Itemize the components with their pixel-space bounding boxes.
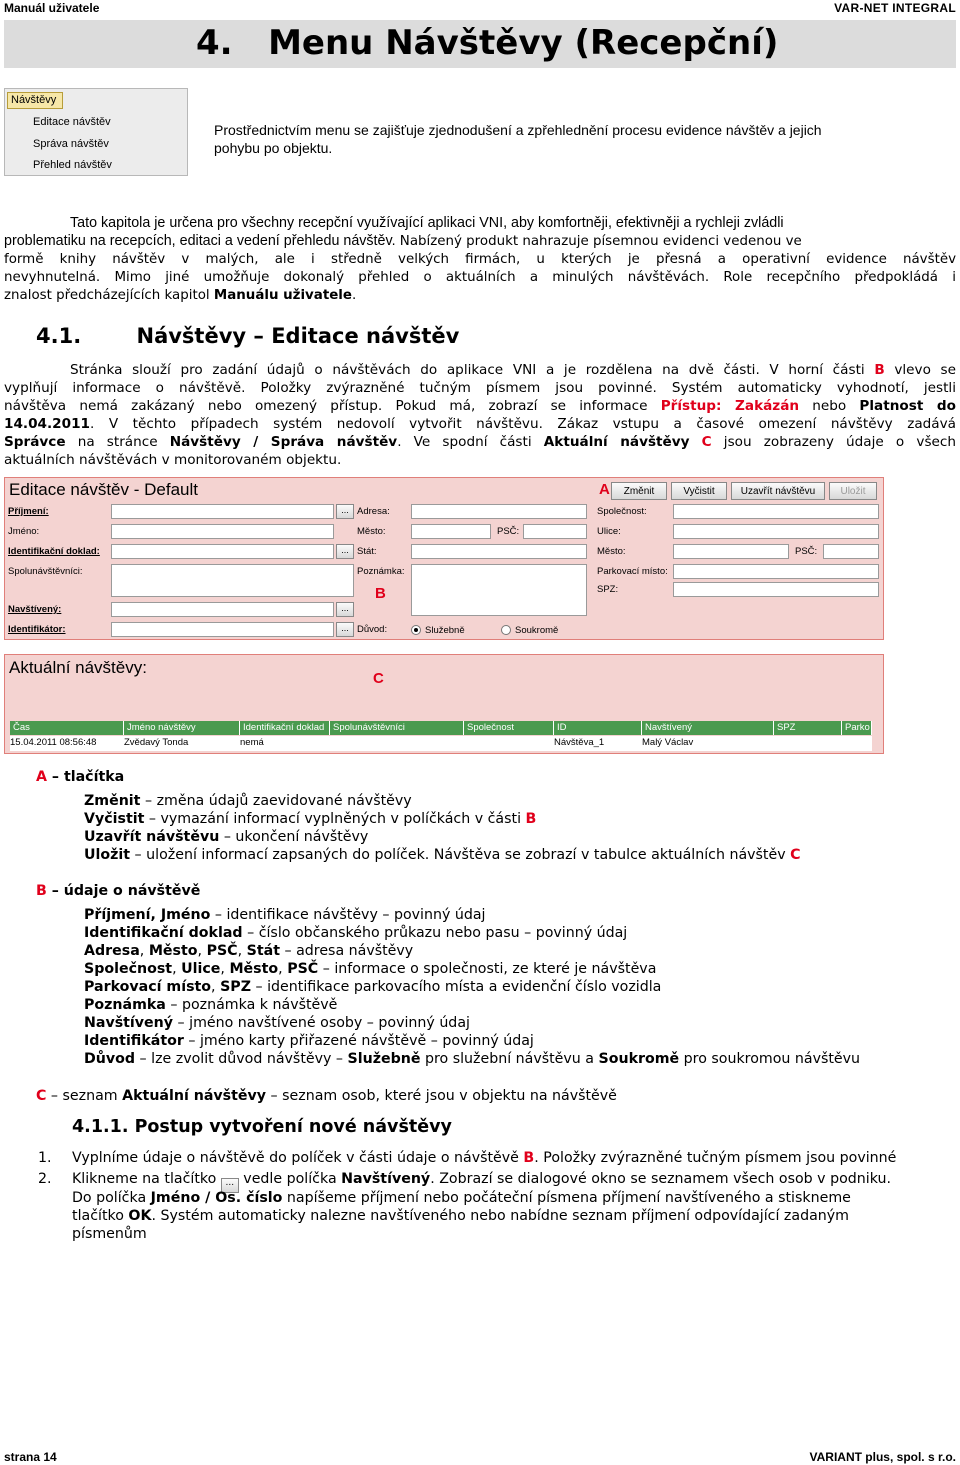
- desc: – seznam osob, které jsou v objektu na návštěvě: [266, 1088, 617, 1104]
- menu-item-editace[interactable]: Editace návštěv: [33, 116, 111, 128]
- legend-item: [84, 942, 413, 960]
- visited-label: Navštívený:: [8, 604, 62, 615]
- cell: nemá: [240, 737, 264, 748]
- companions-input[interactable]: [111, 564, 354, 597]
- company-input[interactable]: [673, 504, 879, 519]
- note-input[interactable]: [411, 564, 587, 616]
- col-header[interactable]: ID: [554, 721, 642, 735]
- visited-input[interactable]: [111, 602, 334, 617]
- sep: ,: [237, 943, 247, 959]
- sep: ,: [197, 943, 207, 959]
- term: Stát: [246, 943, 280, 959]
- sep: ,: [172, 961, 182, 977]
- para-line: jsou zobrazeny údaje o všech: [711, 434, 956, 450]
- manual-ref: Manuálu uživatele: [213, 288, 352, 303]
- intro-line: pohybu po objektu.: [214, 140, 333, 156]
- legend-item: [84, 1032, 534, 1050]
- surname-label: Příjmení:: [8, 506, 49, 517]
- term: Změnit: [84, 793, 141, 809]
- col-header[interactable]: Spolunávštěvníci: [330, 721, 464, 735]
- paragraph-intro: [4, 214, 956, 305]
- col-header[interactable]: SPZ: [774, 721, 842, 735]
- desc: – seznam: [46, 1088, 123, 1104]
- legend-item: [84, 924, 627, 942]
- term: Služebně: [347, 1051, 421, 1067]
- legend-b-heading: [36, 882, 200, 900]
- surname-input[interactable]: [111, 504, 334, 519]
- para-line: formě knihy návštěv v malých, ale i středně velkých firmách, u kterých je přesná a operativní evidence návštěv: [4, 252, 956, 267]
- header-right: VAR-NET INTEGRAL: [834, 1, 956, 15]
- legend-heading-text: – tlačítka: [46, 769, 125, 785]
- legend-heading-text: – údaje o návštěvě: [46, 883, 201, 899]
- access-denied: Přístup: Zakázán: [660, 398, 800, 414]
- menu-item-prehled[interactable]: Přehled návštěv: [33, 159, 112, 171]
- col-header[interactable]: Navštívený: [642, 721, 774, 735]
- step-2-number: 2.: [38, 1171, 52, 1187]
- term: Soukromě: [598, 1051, 680, 1067]
- step-text: . Zobrazí se dialogové okno se seznamem všech osob v podniku.: [430, 1171, 891, 1187]
- col-header[interactable]: Čas: [10, 721, 124, 735]
- term: PSČ: [287, 961, 319, 977]
- current-visits-title: Aktuální návštěvy:: [9, 658, 147, 677]
- term: Město: [229, 961, 279, 977]
- desc: – adresa návštěvy: [279, 943, 414, 959]
- section-title: Návštěvy – Editace návštěv: [136, 324, 460, 348]
- para-line: Nabízený produkt nahrazuje písemnou evidenci vedenou ve: [395, 234, 802, 249]
- desc: – změna údajů zaevidované návštěvy: [140, 793, 412, 809]
- companions-label: Spolunávštěvníci:: [8, 566, 83, 577]
- close-visit-button[interactable]: Uzavřít návštěvu: [731, 482, 825, 500]
- page-ref: Návštěvy / Správa návštěv: [169, 434, 398, 450]
- desc: – informace o společnosti, ze které je návštěva: [318, 961, 657, 977]
- desc: – lze zvolit důvod návštěvy –: [135, 1051, 348, 1067]
- para-line: Tato kapitola je určena pro všechny recepční využívající aplikaci VNI, aby komfortněji, efektivněji a rychleji zvládli: [70, 215, 784, 231]
- form-title: Editace návštěv - Default: [9, 480, 198, 499]
- address-label: Adresa:: [357, 506, 390, 517]
- company-zip-input[interactable]: [823, 544, 879, 559]
- table-row[interactable]: [10, 736, 872, 751]
- surname-lookup-button[interactable]: ...: [336, 504, 354, 519]
- radio-private-label: Soukromě: [515, 625, 559, 636]
- current-visits-panel: [4, 654, 884, 754]
- city-label: Město:: [357, 526, 386, 537]
- legend-item: [84, 1014, 470, 1032]
- cell: Zvědavý Tonda: [124, 737, 189, 748]
- marker-a: A: [599, 481, 610, 498]
- term: Aktuální návštěvy: [122, 1088, 267, 1104]
- zip-label: PSČ:: [497, 526, 520, 537]
- chapter-title-bar: [4, 20, 956, 68]
- name-label: Jméno:: [8, 526, 40, 537]
- edit-visits-form: [4, 477, 884, 640]
- footer-page: strana 14: [4, 1450, 57, 1464]
- step-text: Klikneme na tlačítko: [72, 1171, 221, 1187]
- step-1-number: 1.: [38, 1150, 52, 1166]
- company-label: Společnost:: [597, 506, 647, 517]
- term: Identifikační doklad: [84, 925, 243, 941]
- identifier-lookup-button[interactable]: ...: [336, 622, 354, 637]
- desc: – číslo občanského průkazu nebo pasu – povinný údaj: [242, 925, 628, 941]
- legend-item: [84, 810, 536, 828]
- step-text: vedle políčka: [238, 1171, 342, 1187]
- city-input[interactable]: [411, 524, 491, 539]
- street-input[interactable]: [673, 524, 879, 539]
- company-city-input[interactable]: [673, 544, 789, 559]
- term: Město: [148, 943, 198, 959]
- step-text: . Systém automaticky nalezne navštíveného nebo nabídne seznam příjmení odpovídající zadaným: [151, 1208, 849, 1224]
- page-header: [4, 0, 956, 16]
- step-2-line3: [72, 1207, 849, 1225]
- term: Uzavřít návštěvu: [84, 829, 220, 845]
- street-label: Ulice:: [597, 526, 621, 537]
- legend-item: [84, 996, 337, 1014]
- term: Adresa: [84, 943, 140, 959]
- letter-a: A: [36, 769, 47, 785]
- cell: Malý Václav: [642, 737, 694, 748]
- address-input[interactable]: [411, 504, 587, 519]
- marker-b: B: [375, 585, 386, 602]
- name-input[interactable]: [111, 524, 334, 539]
- sep: ,: [211, 979, 221, 995]
- section-4-1-1-heading: 4.1.1. Postup vytvoření nové návštěvy: [72, 1117, 452, 1137]
- company-city-label: Město:: [597, 546, 626, 557]
- desc: – jméno karty přiřazené návštěvě – povinný údaj: [183, 1033, 534, 1049]
- step-text: . Položky zvýrazněné tučným písmem jsou povinné: [534, 1150, 897, 1166]
- marker-c: C: [373, 670, 384, 687]
- col-header[interactable]: Společnost: [464, 721, 554, 735]
- desc: – identifikace návštěvy – povinný údaj: [210, 907, 486, 923]
- radio-private[interactable]: [501, 625, 511, 635]
- legend-item: [84, 792, 412, 810]
- col-header[interactable]: Jméno návštěvy: [124, 721, 240, 735]
- step-2-line2: [72, 1189, 851, 1207]
- desc: – jméno navštívené osoby – povinný údaj: [173, 1015, 470, 1031]
- date: 14.04.2011: [4, 416, 90, 432]
- state-label: Stát:: [357, 546, 377, 557]
- change-button[interactable]: Změnit: [611, 482, 667, 500]
- chapter-title: 4. Menu Návštěvy (Recepční): [196, 23, 779, 63]
- term: Poznámka: [84, 997, 166, 1013]
- desc: – vymazání informací vyplněných v políčkách v části: [144, 811, 526, 827]
- desc: – identifikace parkovacího místa a evidenční číslo vozidla: [250, 979, 662, 995]
- para-line: . V těchto případech systém nedovolí vytvořit návštěvu. Zákaz vstupu a časové omezení návštěvy zadává: [90, 416, 956, 432]
- ref: B: [525, 811, 537, 827]
- step-text: Do políčka: [72, 1190, 151, 1206]
- letter-b: B: [36, 883, 47, 899]
- ref-b: B: [874, 362, 885, 378]
- zip-input[interactable]: [523, 524, 587, 539]
- col-header[interactable]: Identifikační doklad: [240, 721, 330, 735]
- term: OK: [128, 1208, 152, 1224]
- admin: Správce: [4, 434, 66, 450]
- letter-c: C: [36, 1088, 47, 1104]
- lookup-button-icon: ...: [221, 1178, 239, 1193]
- term: Parkovací místo: [84, 979, 212, 995]
- para-line: vyplňují informace o návštěvě. Položky zvýrazněné tučným písmem jsou povinné. Systém automaticky vyhodnotí, jestli: [4, 380, 956, 396]
- section-number: 4.1.: [36, 324, 82, 348]
- para-line: .: [351, 288, 357, 303]
- term: Ulice: [181, 961, 221, 977]
- term: Identifikátor: [84, 1033, 184, 1049]
- ref-b: B: [523, 1150, 535, 1166]
- desc: – ukončení návštěvy: [219, 829, 369, 845]
- term: PSČ: [206, 943, 238, 959]
- legend-c: [36, 1087, 617, 1105]
- legend-item: [84, 978, 661, 996]
- para-line: na stránce: [65, 434, 170, 450]
- id-doc-lookup-button[interactable]: ...: [336, 544, 354, 559]
- desc: pro služební návštěvu a: [420, 1051, 599, 1067]
- legend-item: [84, 828, 368, 846]
- legend-item: [84, 906, 486, 924]
- intro-line: Prostřednictvím menu se zajišťuje zjednodušení a zpřehlednění procesu evidence návštěv a jejich: [214, 122, 822, 138]
- section-4-1-heading: [36, 324, 459, 348]
- para-line: Stránka slouží pro zadání údajů o návštěvách do aplikace VNI a je rozdělena na dvě části. V horní části: [70, 362, 875, 378]
- spz-label: SPZ:: [597, 584, 619, 595]
- legend-item: [84, 1050, 860, 1068]
- identifier-input[interactable]: [111, 622, 334, 637]
- para-line: aktuálních návštěvách v monitorovaném objektu.: [4, 452, 342, 468]
- term: Navštívený: [341, 1171, 431, 1187]
- clear-button[interactable]: Vyčistit: [671, 482, 727, 500]
- term: Uložit: [84, 847, 131, 863]
- reason-label: Důvod:: [357, 624, 388, 635]
- spz-input[interactable]: [673, 582, 879, 597]
- valid-until: Platnost do: [859, 398, 957, 414]
- state-input[interactable]: [411, 544, 587, 559]
- header-left: Manuál uživatele: [4, 1, 100, 15]
- menu-screenshot: [4, 88, 188, 176]
- step-text: Vyplníme údaje o návštěvě do políček v části údaje o návštěvě: [72, 1150, 524, 1166]
- term: Příjmení, Jméno: [84, 907, 211, 923]
- term: Důvod: [84, 1051, 136, 1067]
- para-line: znalost předcházejících kapitol: [4, 288, 214, 303]
- parking-label: Parkovací místo:: [597, 566, 668, 577]
- term: SPZ: [220, 979, 251, 995]
- save-button[interactable]: Uložit: [829, 482, 877, 500]
- para-line: nebo: [799, 398, 860, 414]
- note-label: Poznámka:: [357, 566, 405, 577]
- step-2-line4: písmenům: [72, 1226, 147, 1242]
- footer-company: VARIANT plus, spol. s r.o.: [809, 1450, 956, 1464]
- desc: – uložení informací zapsaných do políček. Návštěva se zobrazí v tabulce aktuálních návštěv: [130, 847, 791, 863]
- term: Vyčistit: [84, 811, 145, 827]
- legend-a-heading: [36, 768, 124, 786]
- para-line: návštěva nemá zakázaný nebo omezený přístup. Pokud má, zobrazí se informace: [4, 398, 661, 414]
- term: Navštívený: [84, 1015, 174, 1031]
- term: Společnost: [84, 961, 173, 977]
- visited-lookup-button[interactable]: ...: [336, 602, 354, 617]
- ref-c: C: [701, 434, 712, 450]
- legend-item: [84, 846, 801, 864]
- step-text: napíšeme příjmení nebo počáteční písmena příjmení navštíveného a stiskneme: [282, 1190, 851, 1206]
- current-visits-table-header: [10, 721, 872, 735]
- radio-business[interactable]: [411, 625, 421, 635]
- ref: C: [790, 847, 801, 863]
- desc: – poznámka k návštěvě: [165, 997, 338, 1013]
- menu-header[interactable]: Návštěvy: [7, 92, 63, 109]
- para-line: vlevo se: [884, 362, 956, 378]
- sep: ,: [220, 961, 230, 977]
- radio-business-label: Služebně: [425, 625, 465, 636]
- term: Jméno / Os. číslo: [150, 1190, 283, 1206]
- step-text: tlačítko: [72, 1208, 129, 1224]
- menu-item-sprava[interactable]: Správa návštěv: [33, 138, 109, 150]
- sep: ,: [139, 943, 149, 959]
- parking-input[interactable]: [673, 564, 879, 579]
- paragraph-editace: [4, 361, 956, 469]
- cell: 15.04.2011 08:56:48: [10, 737, 97, 748]
- id-doc-label: Identifikační doklad:: [8, 546, 100, 557]
- step-1: [72, 1149, 896, 1167]
- identifier-label: Identifikátor:: [8, 624, 66, 635]
- sep: ,: [278, 961, 288, 977]
- para-line: nevyhnutelná. Mimo jiné umožňuje dokonalý přehled o aktuálních a minulých návštěvách. Role recepčního předpokládá i: [4, 270, 956, 285]
- id-doc-input[interactable]: [111, 544, 334, 559]
- current-ref: Aktuální návštěvy: [543, 434, 690, 450]
- cell: Návštěva_1: [554, 737, 605, 748]
- para-line: . Ve spodní části: [397, 434, 544, 450]
- legend-item: [84, 960, 656, 978]
- col-header[interactable]: Parko: [842, 721, 872, 735]
- para-line: problematiku na recepcích, editaci a vedení přehledu návštěv.: [4, 233, 396, 249]
- company-zip-label: PSČ:: [795, 546, 818, 557]
- desc: pro soukromou návštěvu: [679, 1051, 861, 1067]
- intro-text: [214, 121, 956, 157]
